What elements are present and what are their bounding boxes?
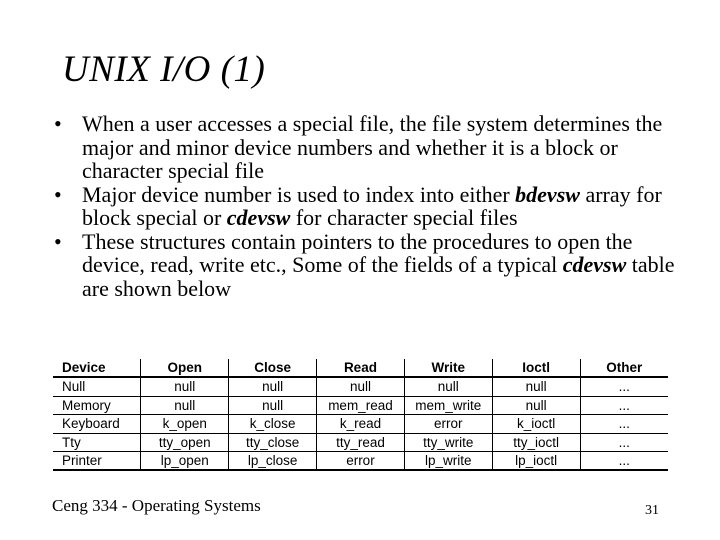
table-cell: k_ioctl bbox=[492, 415, 580, 433]
bullet-text: When a user accesses a special file, the file system determines the major and minor device numbers and whether it is a block or character special file bbox=[82, 111, 663, 183]
slide-title: UNIX I/O (1) bbox=[62, 49, 266, 90]
table-cell: Null bbox=[53, 377, 141, 396]
table-cell: Printer bbox=[53, 452, 141, 471]
table-cell: lp_open bbox=[141, 452, 229, 471]
table-cell: null bbox=[141, 396, 229, 414]
column-header: Ioctl bbox=[492, 359, 580, 377]
bullet-item bbox=[54, 183, 694, 230]
bullet-emphasis: bdevsw bbox=[515, 181, 580, 207]
bullet-dot-icon: • bbox=[54, 181, 62, 207]
table-row bbox=[53, 377, 668, 396]
table-cell: lp_close bbox=[229, 452, 317, 471]
bullet-item bbox=[54, 112, 694, 183]
bullet-list bbox=[54, 112, 694, 300]
table-cell: k_read bbox=[317, 415, 405, 433]
footer-text: Ceng 334 - Operating Systems bbox=[52, 496, 261, 515]
table-cell: k_open bbox=[141, 415, 229, 433]
table-row bbox=[53, 396, 668, 414]
table-cell: null bbox=[492, 377, 580, 396]
column-header: Device bbox=[53, 359, 141, 377]
bullet-emphasis: cdevsw bbox=[562, 252, 627, 277]
table-cell: k_close bbox=[229, 415, 317, 433]
table-cell: Memory bbox=[53, 396, 141, 414]
column-header: Other bbox=[580, 359, 668, 377]
bullet-text: These structures contain pointers to the procedures to open the device, read, write etc., Some of the fields of a typical bbox=[82, 228, 633, 277]
table-header-row bbox=[53, 359, 668, 377]
table-cell: tty_open bbox=[141, 433, 229, 451]
bullet-text: for character special files bbox=[290, 205, 518, 230]
page-number: 31 bbox=[645, 503, 659, 518]
table-row bbox=[53, 433, 668, 451]
table-row bbox=[53, 452, 668, 471]
column-header: Close bbox=[229, 359, 317, 377]
table-cell: tty_close bbox=[229, 433, 317, 451]
table-body bbox=[53, 377, 668, 470]
table-cell: null bbox=[229, 396, 317, 414]
table-cell: ... bbox=[580, 396, 668, 414]
table-cell: ... bbox=[580, 433, 668, 451]
table-cell: mem_read bbox=[317, 396, 405, 414]
bullet-text: Major device number is used to index into either bbox=[82, 181, 516, 207]
table-cell: mem_write bbox=[404, 396, 492, 414]
table-cell: lp_ioctl bbox=[492, 452, 580, 471]
table-cell: ... bbox=[580, 377, 668, 396]
bullet-item bbox=[54, 230, 694, 301]
table-cell: null bbox=[317, 377, 405, 396]
table-cell: error bbox=[317, 452, 405, 471]
column-header: Read bbox=[317, 359, 405, 377]
table-cell: error bbox=[404, 415, 492, 433]
cdevsw-table bbox=[53, 359, 668, 471]
bullet-text: table are shown below bbox=[82, 252, 675, 301]
table-cell: tty_write bbox=[404, 433, 492, 451]
table-cell: null bbox=[229, 377, 317, 396]
table-cell: lp_write bbox=[404, 452, 492, 471]
table-cell: tty_ioctl bbox=[492, 433, 580, 451]
table-cell: null bbox=[404, 377, 492, 396]
table-cell: null bbox=[141, 377, 229, 396]
table-cell: null bbox=[492, 396, 580, 414]
bullet-dot-icon: • bbox=[54, 228, 62, 254]
table-cell: ... bbox=[580, 415, 668, 433]
bullet-emphasis: cdevsw bbox=[226, 205, 291, 230]
table-cell: Tty bbox=[53, 433, 141, 451]
table-cell: ... bbox=[580, 452, 668, 471]
table-cell: Keyboard bbox=[53, 415, 141, 433]
column-header: Write bbox=[404, 359, 492, 377]
table-row bbox=[53, 415, 668, 433]
bullet-dot-icon: • bbox=[54, 111, 62, 136]
table-cell: tty_read bbox=[317, 433, 405, 451]
column-header: Open bbox=[141, 359, 229, 377]
bullet-text: array for block special or bbox=[82, 181, 662, 230]
